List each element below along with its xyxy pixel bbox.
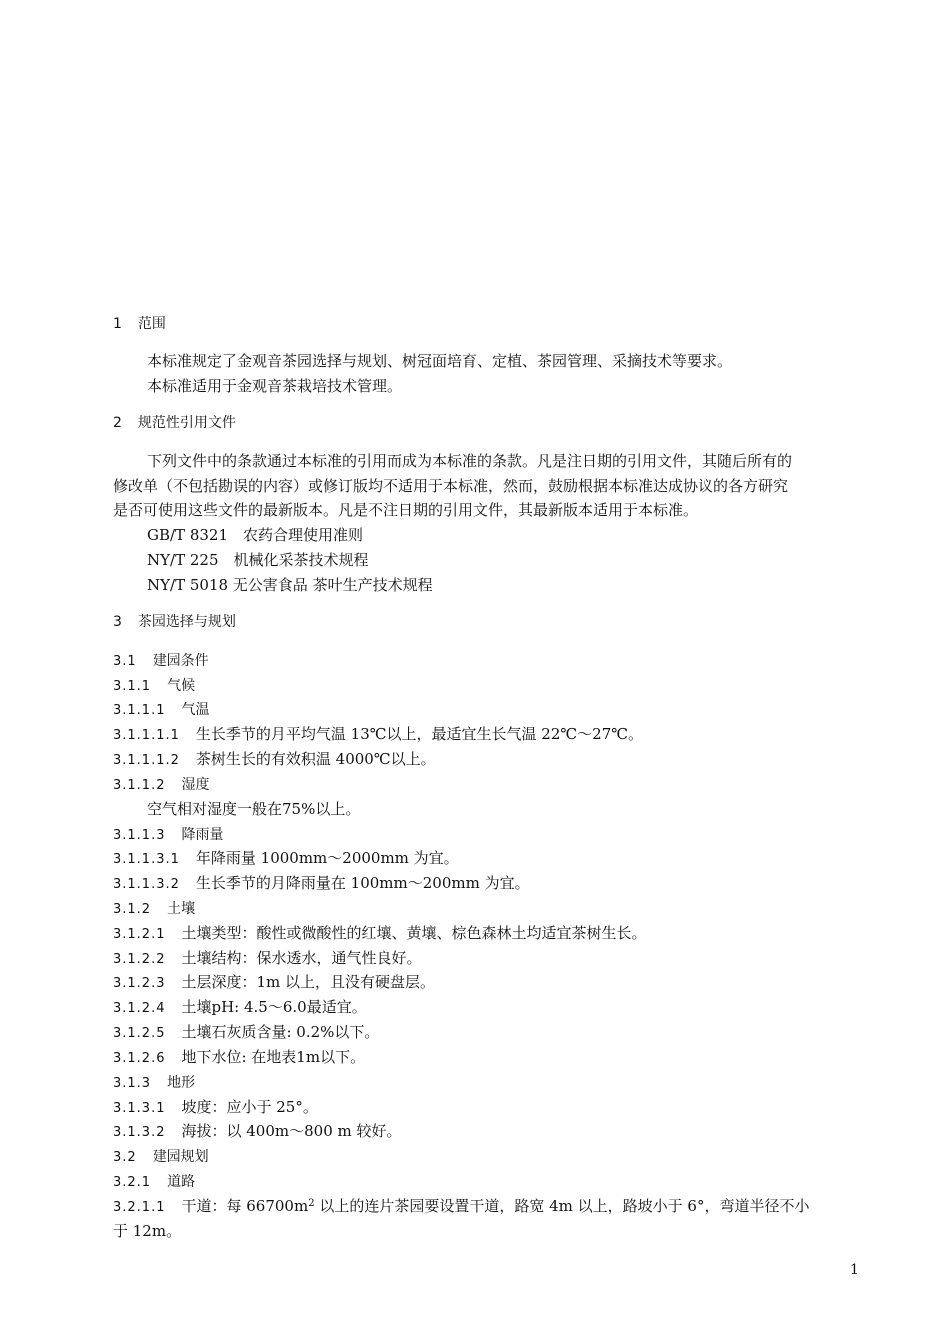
clause-item: 3.1.2.2 土壤结构：保水透水，通气性良好。 (113, 949, 422, 967)
clause-heading: 3.1.1.3 降雨量 (113, 827, 224, 843)
section-2-heading: 2 规范性引用文件 (113, 415, 236, 431)
clause-heading: 3.1.3 地形 (113, 1075, 196, 1091)
clause-item: 3.1.3.1 坡度：应小于 25°。 (113, 1098, 318, 1116)
reference-item: NY/T 225 机械化采茶技术规程 (147, 551, 369, 569)
clause-item: 3.1.2.3 土层深度：1m 以上，且没有硬盘层。 (113, 973, 436, 991)
clause-item: 3.1.3.2 海拔：以 400m～800 m 较好。 (113, 1122, 402, 1140)
clause-heading: 3.1.1 气候 (113, 678, 196, 694)
clause-item: 3.1.2.1 土壤类型：酸性或微酸性的红壤、黄壤、棕色森林土均适宜茶树生长。 (113, 924, 647, 942)
clause-heading: 3.1 建园条件 (113, 653, 209, 669)
section-1-heading: 1 范围 (113, 316, 166, 332)
clause-item: 3.1.2.4 土壤pH: 4.5～6.0最适宜。 (113, 998, 367, 1016)
clause-heading: 3.2 建园规划 (113, 1149, 209, 1165)
clause-item: 3.1.2.6 地下水位: 在地表1m以下。 (113, 1048, 366, 1066)
clause-item: 3.1.1.3.1 年降雨量 1000mm～2000mm 为宜。 (113, 849, 459, 867)
clause-item: 3.1.1.1.1 生长季节的月平均气温 13℃以上，最适宜生长气温 22℃～27℃。 (113, 725, 644, 743)
clause-item: 3.1.2.5 土壤石灰质含量: 0.2%以下。 (113, 1023, 380, 1041)
clause-heading: 3.1.1.1 气温 (113, 702, 210, 718)
paragraph: 是否可使用这些文件的最新版本。凡是不注日期的引用文件，其最新版本适用于本标准。 (113, 501, 699, 519)
paragraph: 本标准规定了金观音茶园选择与规划、树冠面培育、定植、茶园管理、采摘技术等要求。 (147, 352, 733, 370)
clause-heading: 3.2.1 道路 (113, 1174, 196, 1190)
page-number: 1 (850, 1262, 859, 1278)
reference-item: GB/T 8321 农药合理使用准则 (147, 526, 364, 544)
paragraph: 本标准适用于金观音茶栽培技术管理。 (147, 377, 403, 395)
clause-item: 3.1.1.1.2 茶树生长的有效积温 4000℃以上。 (113, 750, 436, 768)
reference-item: NY/T 5018 无公害食品 茶叶生产技术规程 (147, 576, 433, 594)
paragraph: 空气相对湿度一般在75%以上。 (147, 800, 361, 818)
paragraph: 下列文件中的条款通过本标准的引用而成为本标准的条款。凡是注日期的引用文件，其随后所有的 (147, 452, 793, 470)
paragraph: 修改单（不包括勘误的内容）或修订版均不适用于本标准，然而，鼓励根据本标准达成协议的各方研究 (113, 477, 789, 495)
clause-item: 3.2.1.1 干道：每 $66700m^2$ 以上的连片茶园要设置干道，路宽 4m 以上，路坡小于 6°，弯道半径不小 (113, 1197, 810, 1215)
clause-item: 3.1.1.3.2 生长季节的月降雨量在 100mm～200mm 为宜。 (113, 874, 530, 892)
section-3-heading: 3 茶园选择与规划 (113, 614, 236, 630)
clause-heading: 3.1.2 土壤 (113, 901, 196, 917)
clause-heading: 3.1.1.2 湿度 (113, 777, 210, 793)
clause-item-continuation: 于 12m。 (113, 1222, 182, 1240)
